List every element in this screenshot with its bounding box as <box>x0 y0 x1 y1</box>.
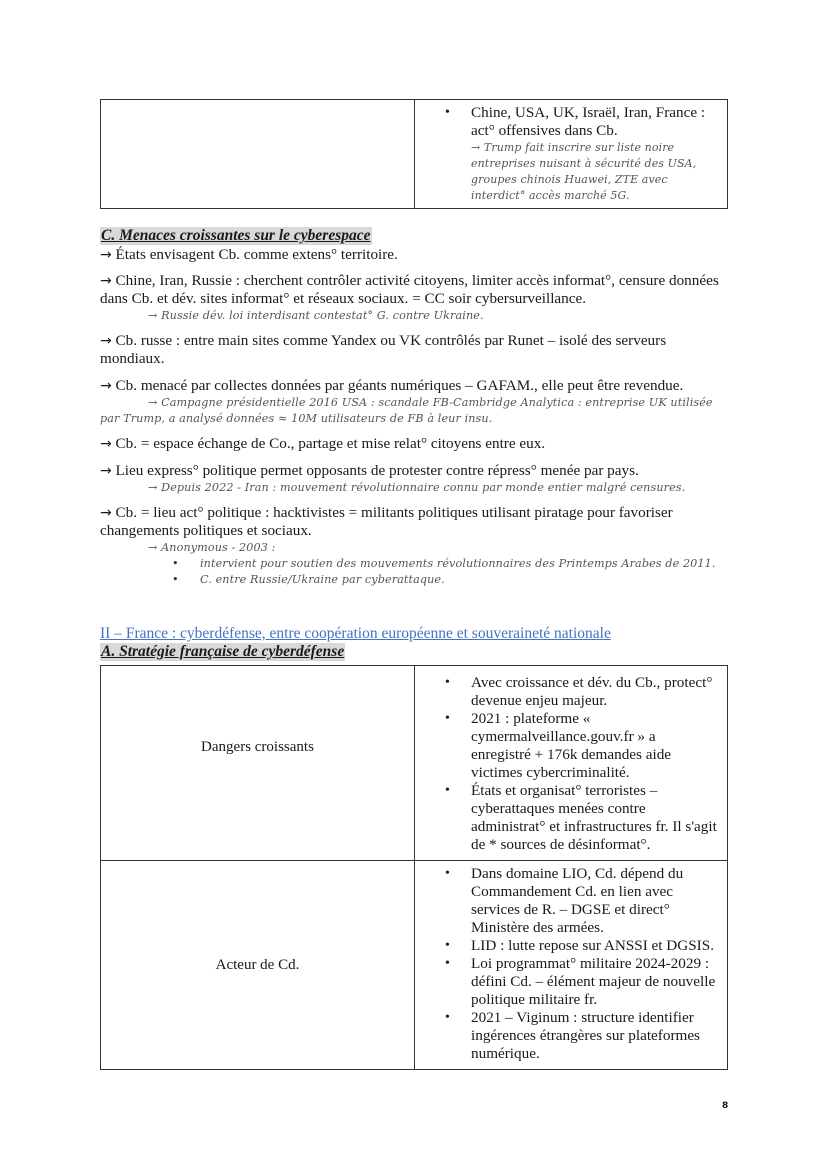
arrow-icon: → <box>100 436 112 452</box>
bullet-list <box>415 865 719 1063</box>
section-heading: C. Menaces croissantes sur le cyberespace <box>101 227 371 244</box>
bullet-item: • 2021 : plateforme « cymermalveillance.gouv.fr » a enregistré + 176k demandes aide victimes cybercriminalité. <box>471 710 719 782</box>
table-cell-content <box>415 861 728 1070</box>
table-cell-left <box>101 100 415 209</box>
bullet-list <box>415 674 719 854</box>
handwritten-subnote: • intervient pour soutien des mouvements révolutionnaires des Printemps Arabes de 2011. <box>172 556 728 572</box>
arrow-item: → Cb. russe : entre main sites comme Yandex ou VK contrôlés par Runet – isolé des serveurs mondiaux. <box>100 332 667 367</box>
bullet-item: • Dans domaine LIO, Cd. dépend du Commandement Cd. en lien avec services de R. – DGSE et direct° Ministère des armées. <box>471 865 719 937</box>
bullet-item: • Loi programmat° militaire 2024-2029 : défini Cd. – élément majeur de nouvelle politique militaire fr. <box>471 955 719 1009</box>
page-number: 8 <box>722 1101 729 1111</box>
arrow-item: → Lieu express° politique permet opposants de protester contre répress° menée par pays. <box>100 462 639 479</box>
handwritten-note: → Campagne présidentielle 2016 USA : scandale FB-Cambridge Analytica : entreprise UK utilisée par Trump, a analysé données ≈ 10M utilisateurs de FB à leur insu. <box>100 396 713 425</box>
part-two <box>100 625 728 661</box>
handwritten-subnote: • C. entre Russie/Ukraine par cyberattaque. <box>172 572 728 588</box>
handwritten-note: → Russie dév. loi interdisant contestat° G. contre Ukraine. <box>148 309 484 322</box>
section-c <box>100 227 728 588</box>
bullet-item: • États et organisat° terroristes – cyberattaques menées contre administrat° et infrastructures fr. Il s'agit de * sources de désinformat°. <box>471 782 719 854</box>
arrow-icon: → <box>100 378 112 394</box>
table-cell-right <box>415 100 728 209</box>
table-row <box>101 100 728 209</box>
table-row <box>101 861 728 1070</box>
bullet-list <box>415 104 719 204</box>
strategy-table <box>100 665 728 1070</box>
arrow-icon: → <box>100 333 112 349</box>
table-cell-label: Acteur de Cd. <box>101 861 415 1070</box>
arrow-icon: → <box>100 247 112 263</box>
bullet-item: • 2021 – Viginum : structure identifier ingérences étrangères sur plateformes numérique. <box>471 1009 719 1063</box>
section-heading: A. Stratégie française de cyberdéfense <box>101 643 345 660</box>
arrow-icon: → <box>100 463 112 479</box>
handwritten-note: → Trump fait inscrire sur liste noire entreprises nuisant à sécurité des USA, groupes chinois Huawei, ZTE avec interdict° accès marché 5G. <box>471 141 697 202</box>
arrow-icon: → <box>100 505 112 521</box>
table-row <box>101 666 728 861</box>
bullet-item: • Chine, USA, UK, Israël, Iran, France : act° offensives dans Cb. → Trump fait inscrire sur liste noire entreprises nuisant à sécurité des USA, groupes chinois Huawei, ZTE avec interdict° accès marché 5G. <box>471 104 719 204</box>
part-title: II – France : cyberdéfense, entre coopération européenne et souveraineté nationale <box>100 625 611 642</box>
handwritten-note: → Depuis 2022 - Iran : mouvement révolutionnaire connu par monde entier malgré censures. <box>148 481 686 494</box>
bullet-item: • Avec croissance et dév. du Cb., protect° devenue enjeu majeur. <box>471 674 719 710</box>
arrow-item: → Chine, Iran, Russie : cherchent contrôler activité citoyens, limiter accès informat°, censure données dans Cb. et dév. sites informat° et réseaux sociaux. = CC soir cybersurveillance. <box>100 272 719 307</box>
arrow-item: → Cb. menacé par collectes données par géants numériques – GAFAM., elle peut être revendue. <box>100 377 684 394</box>
arrow-item: → Cb. = lieu act° politique : hacktivistes = militants politiques utilisant piratage pour favoriser changements politiques et sociaux. <box>100 504 673 539</box>
bullet-item: • LID : lutte repose sur ANSSI et DGSIS. <box>471 937 719 955</box>
handwritten-note: → Anonymous - 2003 : <box>148 541 276 554</box>
handwritten-sublist <box>100 556 728 588</box>
arrow-item: → Cb. = espace échange de Co., partage et mise relat° citoyens entre eux. <box>100 435 546 452</box>
table-cell-label: Dangers croissants <box>101 666 415 861</box>
table-cell-content <box>415 666 728 861</box>
arrow-item: → États envisagent Cb. comme extens° territoire. <box>100 246 398 263</box>
arrow-icon: → <box>100 273 112 289</box>
top-table <box>100 99 728 209</box>
